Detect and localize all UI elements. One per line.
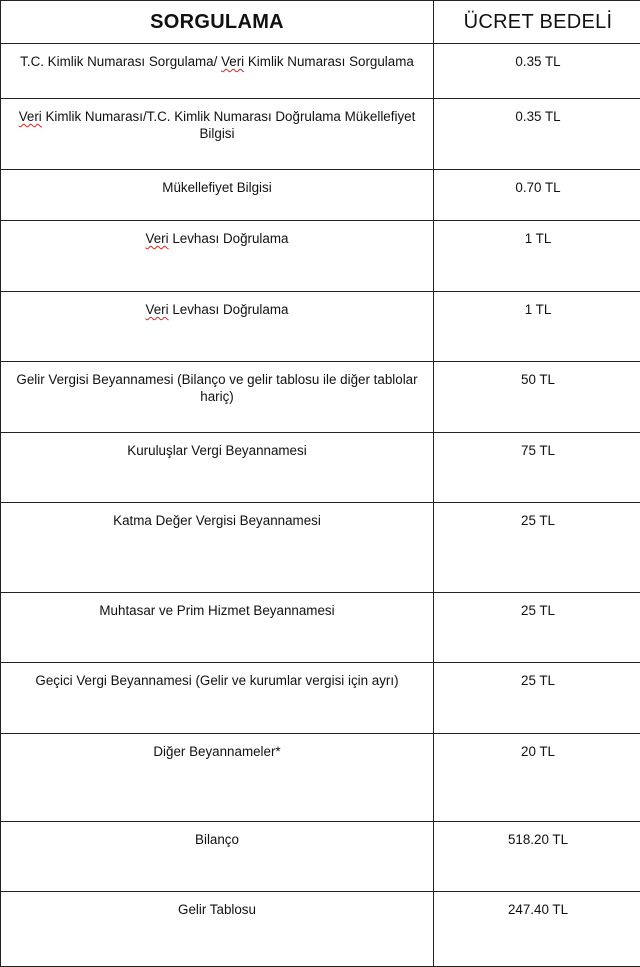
query-text-start: T.C. Kimlik Numarası Sorgulama/ [20,54,221,69]
query-cell [1,44,434,99]
table-row [1,734,640,822]
query-text-start: Mükellefiyet Bilgisi [162,180,271,195]
query-cell [1,503,434,593]
fee-value: 0.35 TL [434,44,640,70]
table-row [1,892,640,967]
query-text-start: Diğer Beyannameler* [153,744,280,759]
query-cell [1,892,434,967]
query-cell [1,99,434,170]
query-cell [1,822,434,892]
query-column-header: SORGULAMA [1,1,434,44]
query-cell [1,362,434,433]
table-row [1,99,640,170]
fee-cell [434,221,640,292]
query-cell [1,170,434,221]
query-text-start: Kuruluşlar Vergi Beyannamesi [127,443,306,458]
fee-cell [434,892,640,967]
fee-value: 0.70 TL [434,170,640,196]
fee-value: 247.40 TL [434,892,640,918]
query-text-start: Bilanço [195,832,239,847]
query-cell [1,593,434,663]
query-cell [1,221,434,292]
query-text-end: Kimlik Numarası/T.C. Kimlik Numarası Doğrulama Mükellefiyet Bilgisi [42,109,416,141]
query-text-start: Gelir Tablosu [178,902,256,917]
table-row [1,822,640,892]
fee-cell [434,44,640,99]
table-row [1,170,640,221]
fee-cell [434,593,640,663]
fee-value: 518.20 TL [434,822,640,848]
spellcheck-flagged-word: Veri [146,231,169,246]
fee-cell [434,99,640,170]
fee-cell [434,503,640,593]
query-text-start: Muhtasar ve Prim Hizmet Beyannamesi [99,603,334,618]
table-row [1,362,640,433]
fee-value: 75 TL [434,433,640,459]
table-header-row [1,1,640,44]
fee-cell [434,734,640,822]
query-cell [1,292,434,362]
query-cell [1,433,434,503]
fee-cell [434,663,640,734]
spellcheck-flagged-word: Veri [19,109,42,124]
fee-cell [434,170,640,221]
fee-cell [434,362,640,433]
query-text-end: Kimlik Numarası Sorgulama [244,54,414,69]
fee-value: 25 TL [434,663,640,689]
table-row [1,292,640,362]
query-text-start: Gelir Vergisi Beyannamesi (Bilanço ve gelir tablosu ile diğer tablolar hariç) [16,372,417,404]
fee-value: 0.35 TL [434,99,640,125]
fee-value: 25 TL [434,503,640,529]
query-text-end: Levhası Doğrulama [169,302,289,317]
fee-value: 50 TL [434,362,640,388]
fee-value: 1 TL [434,221,640,247]
table-row [1,503,640,593]
table-row [1,221,640,292]
spellcheck-flagged-word: Veri [221,54,244,69]
fee-value: 25 TL [434,593,640,619]
spellcheck-flagged-word: Veri [146,302,169,317]
query-cell [1,734,434,822]
fee-cell [434,433,640,503]
fee-cell [434,292,640,362]
query-cell [1,663,434,734]
query-text-start: Geçici Vergi Beyannamesi (Gelir ve kurumlar vergisi için ayrı) [35,673,398,688]
table-row [1,433,640,503]
fee-value: 1 TL [434,292,640,318]
table-row [1,663,640,734]
query-text-start: Katma Değer Vergisi Beyannamesi [113,513,321,528]
table-row [1,593,640,663]
table-row [1,44,640,99]
fee-cell [434,822,640,892]
fee-column-header: ÜCRET BEDELİ [434,1,640,44]
fee-value: 20 TL [434,734,640,760]
query-text-end: Levhası Doğrulama [169,231,289,246]
